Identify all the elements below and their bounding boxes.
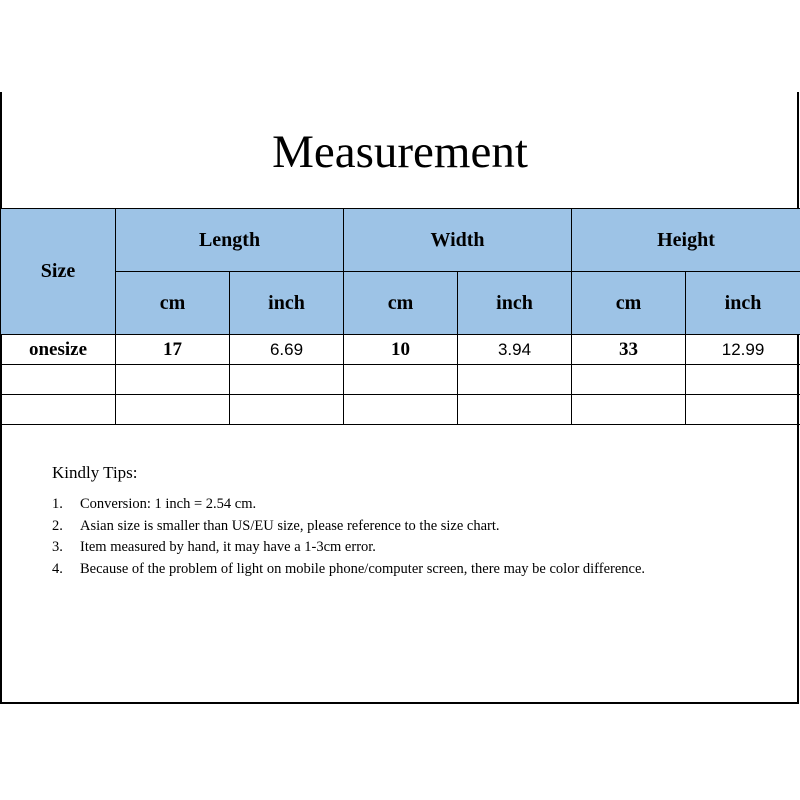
length-inch-cell: 6.69 (230, 335, 344, 365)
tip-text: Asian size is smaller than US/EU size, please reference to the size chart. (80, 517, 500, 534)
table-header-row-units (1, 272, 800, 335)
width-cm-cell: 10 (344, 335, 458, 365)
table-header-row-groups (1, 209, 800, 272)
height-inch-cell: 12.99 (686, 335, 800, 365)
size-cell: onesize (1, 335, 116, 365)
tip-item (52, 537, 692, 559)
tip-number: 1. (52, 496, 63, 512)
size-column-header: Size (1, 209, 116, 335)
tip-number: 4. (52, 560, 63, 577)
tip-text: Conversion: 1 inch = 2.54 cm. (80, 496, 257, 512)
table-row (1, 335, 800, 365)
tip-number: 2. (52, 517, 63, 534)
height-group-header: Height (572, 209, 800, 272)
tip-item (52, 516, 692, 538)
height-cm-cell: 33 (572, 335, 686, 365)
width-inch-cell: 3.94 (458, 335, 572, 365)
unit-header: inch (458, 272, 572, 335)
tips-heading: Kindly Tips: (52, 463, 138, 482)
empty-table-row (1, 365, 800, 395)
unit-header: cm (116, 272, 230, 335)
unit-header: cm (344, 272, 458, 335)
tip-text: Item measured by hand, it may have a 1-3cm error. (80, 539, 376, 555)
tip-number: 3. (52, 539, 63, 555)
tip-item (52, 494, 692, 516)
unit-header: inch (230, 272, 344, 335)
tip-item (52, 559, 692, 581)
unit-header: inch (686, 272, 800, 335)
length-group-header: Length (116, 209, 344, 272)
width-group-header: Width (344, 209, 572, 272)
page-title: Measurement (272, 126, 528, 178)
length-cm-cell: 17 (116, 335, 230, 365)
tips-list (52, 494, 692, 580)
empty-table-row (1, 395, 800, 425)
tip-text: Because of the problem of light on mobile phone/computer screen, there may be color difference. (80, 560, 646, 577)
size-chart-table (0, 208, 800, 425)
unit-header: cm (572, 272, 686, 335)
